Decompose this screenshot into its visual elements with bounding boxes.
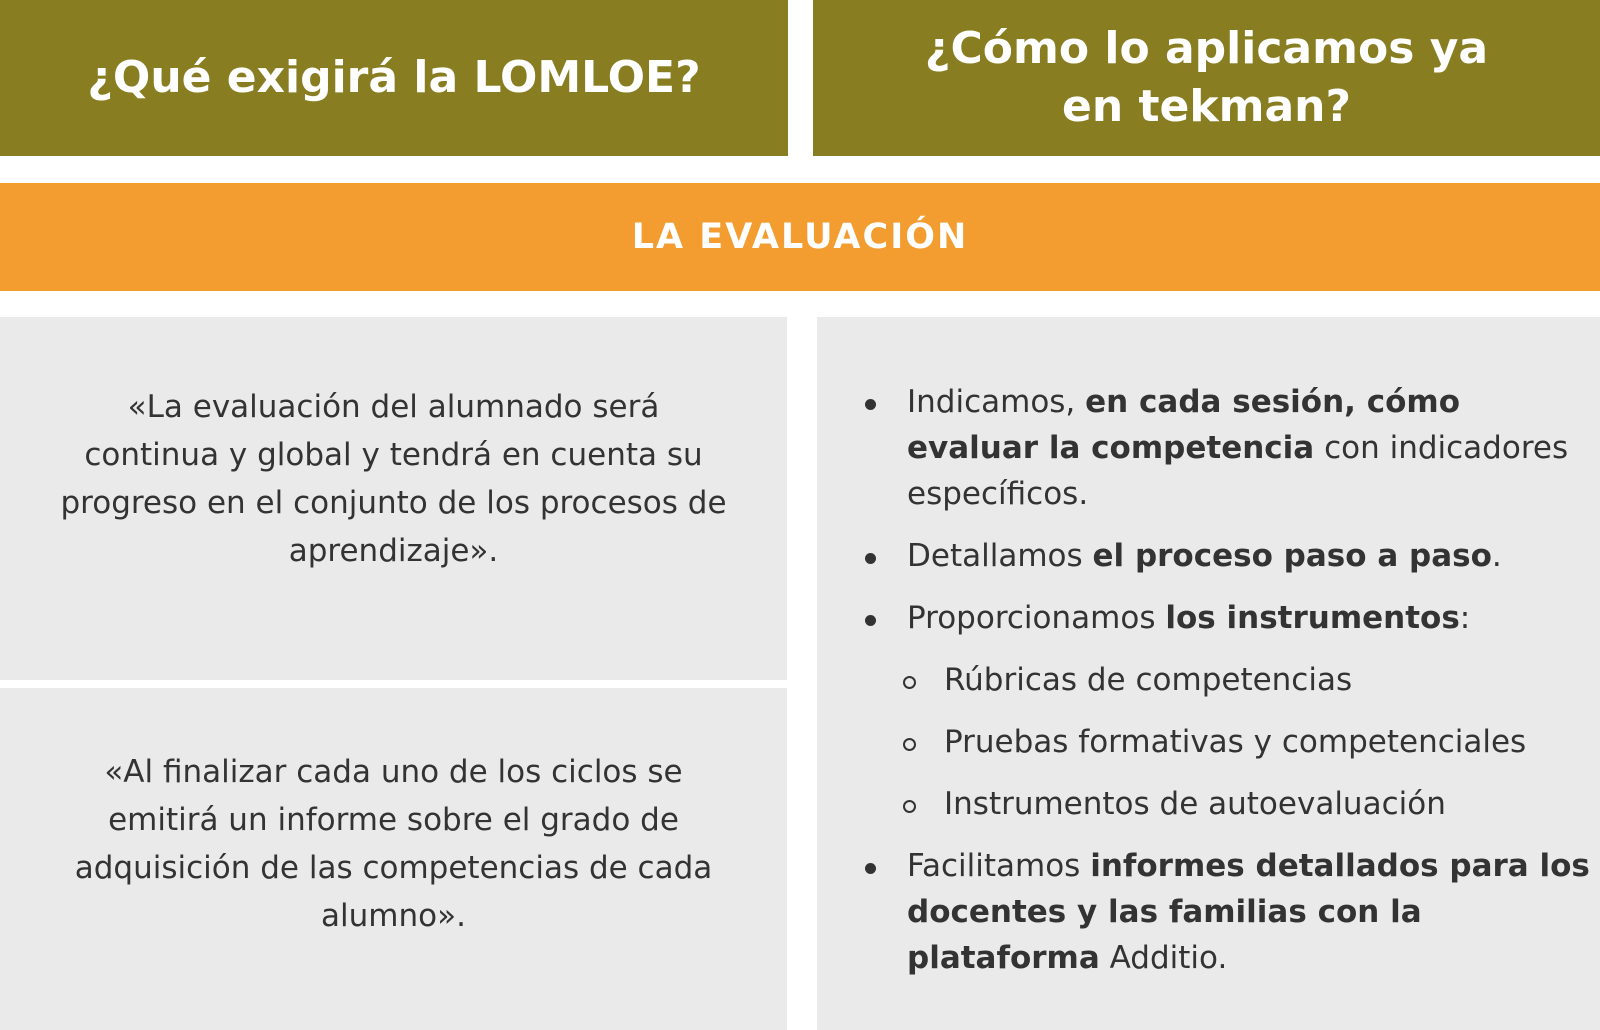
quote-line: continua y global y tendrá en cuenta su [84, 436, 703, 473]
sub-list-item: Rúbricas de competencias [843, 657, 1590, 703]
quote-line: «La evaluación del alumnado será [127, 388, 660, 425]
list-item: Proporcionamos los instrumentos: [843, 595, 1590, 641]
quote-line: emitirá un informe sobre el grado de [108, 802, 679, 838]
quote-line: progreso en el conjunto de los procesos de [60, 484, 727, 521]
list-item: Facilitamos informes detallados para los docentes y las familias con la plataforma Additio. [843, 843, 1590, 981]
right-column-header [813, 0, 1600, 156]
quote-line: aprendizaje». [288, 532, 499, 569]
quote-panel-1 [0, 317, 787, 680]
quote-line: adquisición de las competencias de cada [74, 850, 713, 886]
bold-phrase: informes detallados para los docentes y las familias con la plataforma [907, 848, 1590, 976]
bold-phrase: el proceso paso a paso [1092, 538, 1492, 574]
list-item: Indicamos, en cada sesión, cómo evaluar la competencia con indicadores específicos. [843, 379, 1590, 517]
quote-panel-2 [0, 688, 787, 1030]
right-header-title-line2: en tekman? [1061, 81, 1351, 132]
quote-line: «Al finalizar cada uno de los ciclos se [104, 754, 683, 790]
right-header-title-line1: ¿Cómo lo aplicamos ya [924, 23, 1489, 74]
application-list [843, 379, 1590, 981]
quote-text-1 [54, 383, 732, 575]
bold-phrase: los instrumentos [1165, 600, 1460, 636]
sub-list-item: Instrumentos de autoevaluación [843, 781, 1590, 827]
section-title: LA EVALUACIÓN [631, 217, 969, 257]
quote-line: alumno». [321, 898, 466, 934]
left-column-header [0, 0, 788, 156]
bold-phrase: en cada sesión, cómo evaluar la competencia [907, 384, 1461, 466]
quote-text-2 [69, 748, 719, 940]
list-item: Detallamos el proceso paso a paso. [843, 533, 1590, 579]
section-band [0, 183, 1600, 291]
application-panel [817, 317, 1600, 1030]
sub-list-item: Pruebas formativas y competenciales [843, 719, 1590, 765]
left-header-title: ¿Qué exigirá la LOMLOE? [87, 52, 701, 103]
